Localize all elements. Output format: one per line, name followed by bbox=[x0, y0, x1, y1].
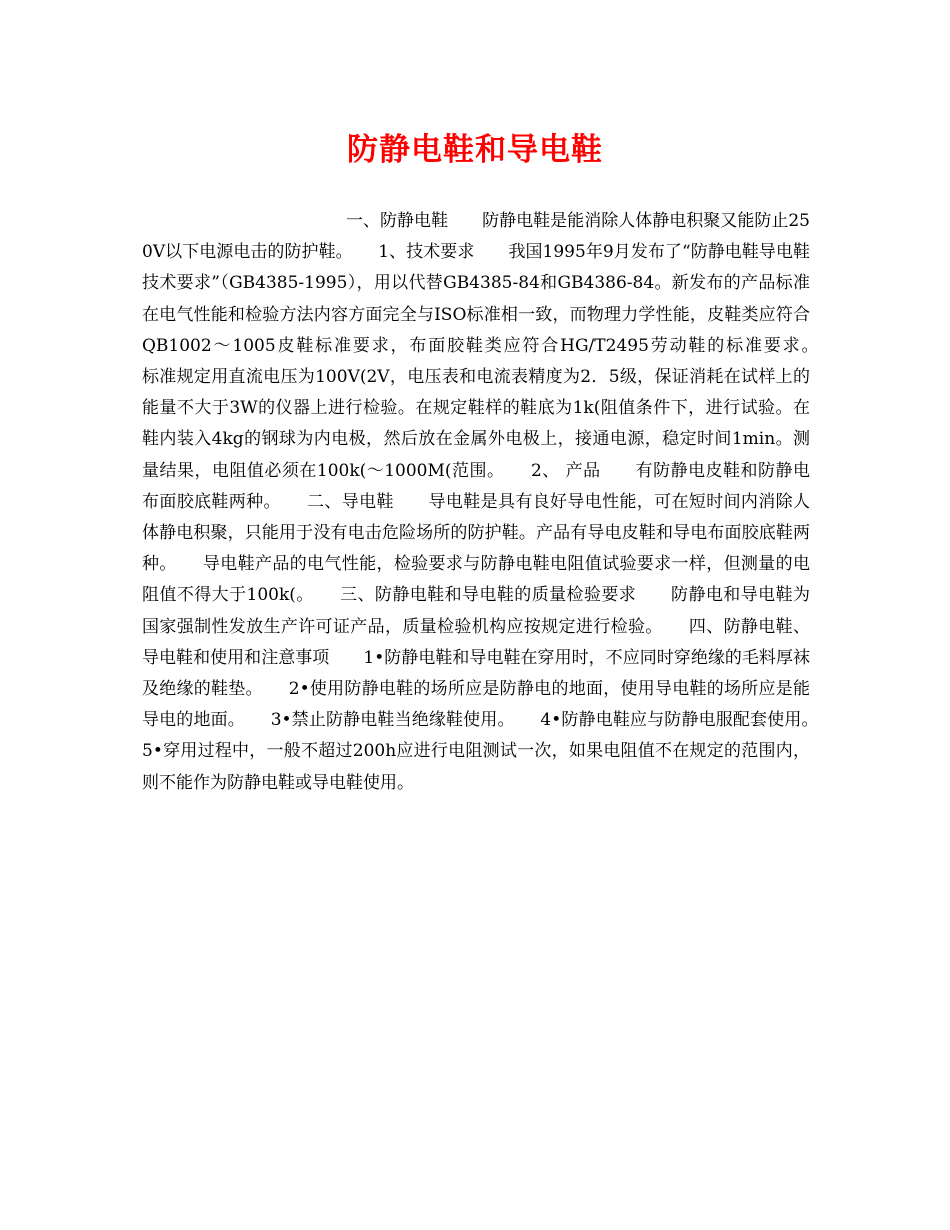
document-title: 防静电鞋和导电鞋 bbox=[347, 132, 603, 168]
document-body: 一、防静电鞋 防静电鞋是能消除人体静电积聚又能防止250V以下电源电击的防护鞋。 1、技术要求 我国1995年9月发布了“防静电鞋导电鞋技术要求”（GB4385-1995），用以代替GB4385-84和GB4386-84。新发布的产品标准在电气性能和检验方法内容方面完全与ISO标准相一致，而物理力学性能，皮鞋类应符合QB1002～1005皮鞋标准要求，布面胶鞋类应符合HG/T2495劳动鞋的标准要求。 标准规定用直流电压为100V(2V，电压表和电流表精度为2．5级，保证消耗在试样上的能量不大于3W的仪器上进行检验。在规定鞋样的鞋底为1k(阻值条件下，进行试验。在鞋内装入4kg的钢球为内电极，然后放在金属外电极上，接通电源，稳定时间1min。测量结果，电阻值必须在100k(～1000M(范围。 2、 产品 有防静电皮鞋和防静电布面胶底鞋两种。 二、导电鞋 导电鞋是具有良好导电性能，可在短时间内消除人体静电积聚，只能用于没有电击危险场所的防护鞋。产品有导电皮鞋和导电布面胶底鞋两种。 导电鞋产品的电气性能，检验要求与防静电鞋电阻值试验要求一样，但测量的电阻值不得大于100k(。 三、防静电鞋和导电鞋的质量检验要求 防静电和导电鞋为国家强制性发放生产许可证产品，质量检验机构应按规定进行检验。 四、防静电鞋、导电鞋和使用和注意事项 1•防静电鞋和导电鞋在穿用时，不应同时穿绝缘的毛料厚袜及绝缘的鞋垫。 2•使用防静电鞋的场所应是防静电的地面，使用导电鞋的场所应是能导电的地面。 3•禁止防静电鞋当绝缘鞋使用。 4•防静电鞋应与防静电服配套使用。 5•穿用过程中，一般不超过200h应进行电阻测试一次，如果电阻值不在规定的范围内，则不能作为防静电鞋或导电鞋使用。 bbox=[142, 211, 844, 793]
